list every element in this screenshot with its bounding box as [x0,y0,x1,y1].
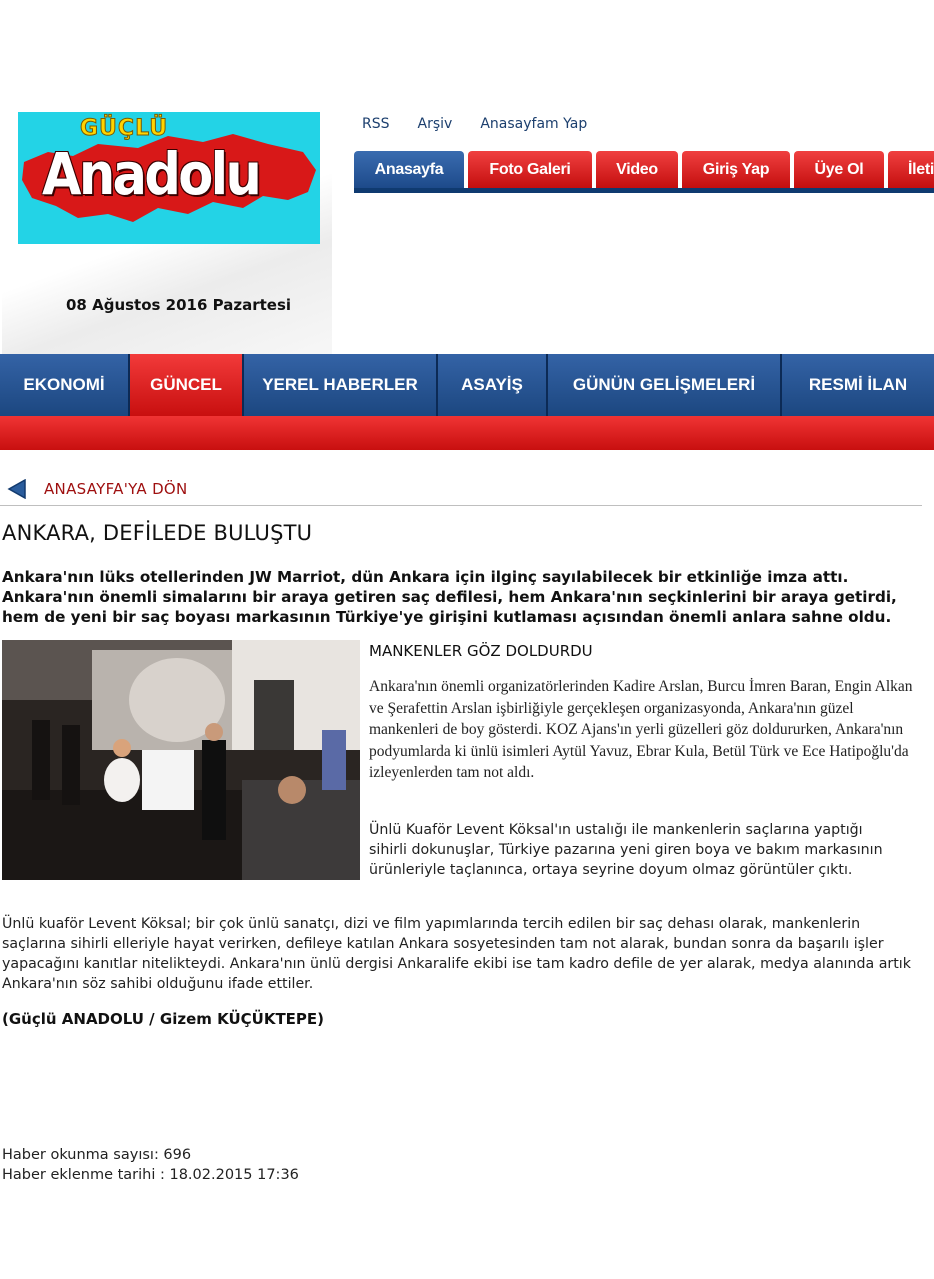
tab-photo-gallery[interactable]: Foto Galeri [468,151,592,188]
set-homepage-link[interactable]: Anasayfam Yap [480,116,588,132]
site-logo[interactable] [18,112,320,244]
tab-login[interactable]: Giriş Yap [682,151,790,188]
nav-item-current[interactable]: GÜNCEL [130,354,244,416]
back-arrow-icon[interactable] [6,479,28,499]
article-stats [2,1145,299,1185]
tabs-underline [354,188,934,193]
logo-text-anadolu: Anadolu [42,140,260,208]
archive-link[interactable]: Arşiv [417,116,453,132]
article-paragraph-2: Ünlü Kuaför Levent Köksal'ın ustalığı ile mankenlerin saçlarına yaptığı sihirli dokunuşlar, Türkiye pazarına yeni giren boya ve bakım markasının ürünleriyle taçlanınca, ortaya seyrine doyum olmaz görüntüler çıktı. [369,822,883,878]
tab-register[interactable]: Üye Ol [794,151,884,188]
article-lead: Ankara'nın lüks otellerinden JW Marriot, dün Ankara için ilginç sayılabilecek bir etkinliğe imza attı. Ankara'nın önemli simalarını bir araya getiren saç defilesi, hem Ankara'nın seçkinlerini bir araya getirdi, hem de yeni bir saç boyası markasının Türkiye'ye girişini kutlaması açısından önemli anlara sahne oldu. [2,568,897,626]
top-links [362,116,587,132]
tab-home[interactable]: Anasayfa [354,151,464,188]
article-credit: (Güçlü ANADOLU / Gizem KÜÇÜKTEPE) [2,1010,325,1028]
header-tabs [354,151,934,193]
nav-item-economy[interactable]: EKONOMİ [0,354,130,416]
sub-nav-bar [0,416,934,450]
nav-item-official-notice[interactable]: RESMİ İLAN [782,354,934,416]
logo-text-guclu: GÜÇLÜ [80,116,169,141]
tab-video[interactable]: Video [596,151,678,188]
article-subheading: MANKENLER GÖZ DOLDURDU [369,642,593,660]
article-photo[interactable] [2,640,360,880]
divider [0,505,922,506]
article-title: ANKARA, DEFİLEDE BULUŞTU [2,521,313,545]
rss-link[interactable]: RSS [362,116,390,132]
nav-item-local-news[interactable]: YEREL HABERLER [244,354,438,416]
current-date: 08 Ağustos 2016 Pazartesi [66,296,292,314]
read-count: Haber okunma sayısı: 696 [2,1147,192,1163]
nav-item-daily-developments[interactable]: GÜNÜN GELİŞMELERİ [548,354,782,416]
article-paragraph-3: Ünlü kuaför Levent Köksal; bir çok ünlü sanatçı, dizi ve film yapımlarında tercih edilen bir saç dehası olarak, mankenlerin saçlarına sihirli elleriyle hayat verirken, defileye katılan Ankara sosyetesinden tam not alarak, bundan sonra da başarılı işler yapacağını kanıtlar nitelikteydi. Ankara'nın ünlü dergisi Ankaralife ekibi ise tam kadro defile de yer alarak, medya alanında artık Ankara'nın söz sahibi olduğunu ifade ettiler. [2,916,911,992]
nav-item-public-security[interactable]: ASAYİŞ [438,354,548,416]
article-paragraph-1: Ankara'nın önemli organizatörlerinden Kadire Arslan, Burcu İmren Baran, Engin Alkan ve Şerafettin Arslan işbirliğiyle gerçekleşen organizasyonda, Ankara'nın güzel mankenleri de boy gösterdi. KOZ Ajans'ın yerli güzelleri göz doldururken, Ankara'nın podyumlarda ki ünlü isimleri Aytül Yavuz, Ebrar Kula, Betül Türk ve Ece Hatipoğlu'da izleyenlerden tam not aldı. [369,678,913,781]
added-date: Haber eklenme tarihi : 18.02.2015 17:36 [2,1167,299,1183]
main-nav [0,354,934,416]
back-to-home-link[interactable]: ANASAYFA'YA DÖN [44,480,188,498]
tab-contact[interactable]: İleti [888,151,934,188]
